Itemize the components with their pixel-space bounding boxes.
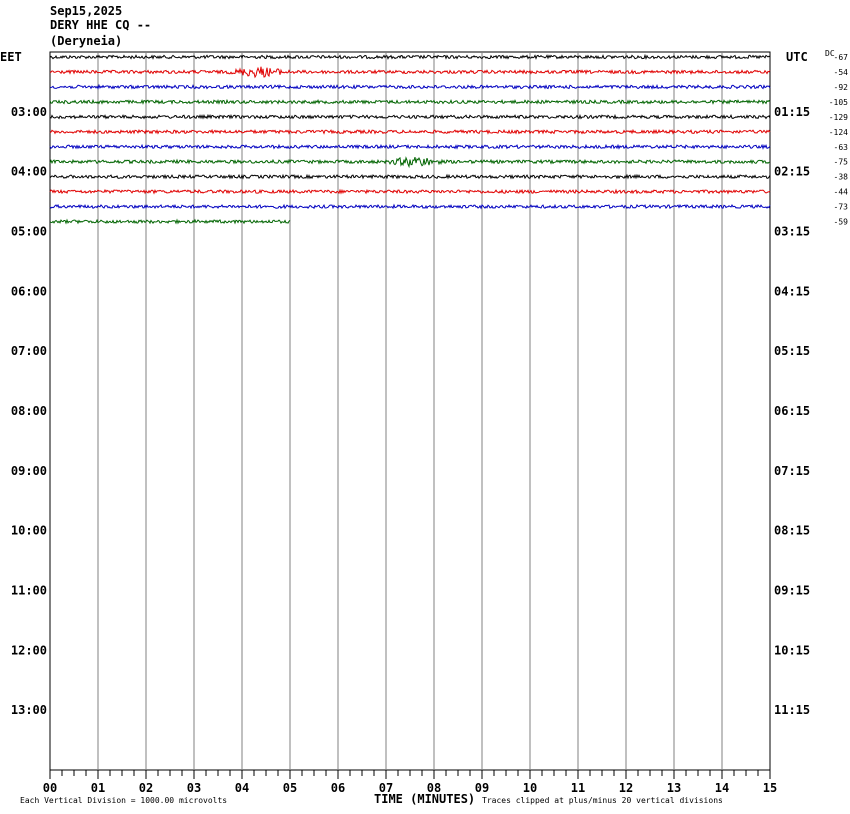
left-hour-label: 09:00 xyxy=(10,463,47,478)
right-timezone-label: UTC xyxy=(786,50,808,64)
x-tick-label: 12 xyxy=(618,781,634,795)
x-tick-label: 04 xyxy=(234,781,250,795)
dc-offset-label: -92 xyxy=(833,82,848,92)
right-hour-label: 01:15 xyxy=(774,104,811,119)
seismic-trace xyxy=(50,55,770,58)
left-hour-label: 07:00 xyxy=(10,344,47,359)
seismic-trace xyxy=(50,145,770,148)
right-hour-label: 07:15 xyxy=(774,463,811,478)
footer-clip-note: Traces clipped at plus/minus 20 vertical divisions xyxy=(482,796,723,805)
left-hour-label: 12:00 xyxy=(10,643,47,658)
footer-scale-text: Each Vertical Division = 1000.00 microvolts xyxy=(20,796,228,805)
header-station: DERY HHE CQ -- xyxy=(50,18,152,32)
x-tick-label: 13 xyxy=(666,781,682,795)
left-hour-label: 13:00 xyxy=(10,703,47,718)
dc-offset-label: -75 xyxy=(833,157,848,167)
x-tick-label: 00 xyxy=(42,781,58,795)
x-tick-label: 15 xyxy=(762,781,778,795)
dc-offset-label: -44 xyxy=(833,187,848,197)
dc-offset-label: -129 xyxy=(828,112,848,122)
seismic-trace xyxy=(50,205,770,208)
seismic-trace xyxy=(50,67,770,77)
seismic-trace xyxy=(50,130,770,133)
x-tick-label: 06 xyxy=(330,781,346,795)
dc-offset-label: -124 xyxy=(828,127,848,137)
x-tick-label: 01 xyxy=(90,781,106,795)
x-tick-label: 02 xyxy=(138,781,154,795)
x-tick-label: 11 xyxy=(570,781,586,795)
right-hour-label: 09:15 xyxy=(774,583,811,598)
right-hour-label: 10:15 xyxy=(774,643,811,658)
dc-offset-label: -38 xyxy=(833,172,848,182)
left-hour-label: 10:00 xyxy=(10,523,47,538)
seismic-trace xyxy=(50,115,770,118)
x-tick-label: 05 xyxy=(282,781,298,795)
right-hour-label: 08:15 xyxy=(774,523,811,538)
x-tick-label: 08 xyxy=(426,781,442,795)
header-location: (Deryneia) xyxy=(50,34,123,48)
x-tick-label: 10 xyxy=(522,781,538,795)
seismic-trace xyxy=(50,220,290,223)
right-hour-label: 04:15 xyxy=(774,284,811,299)
right-hour-label: 02:15 xyxy=(774,164,811,179)
left-hour-label: 11:00 xyxy=(10,583,47,598)
right-hour-label: 06:15 xyxy=(774,404,811,418)
dc-offset-label: -63 xyxy=(833,142,848,152)
dc-label: DC xyxy=(825,49,835,58)
left-hour-label: 06:00 xyxy=(10,284,47,299)
seismic-trace xyxy=(50,100,770,103)
header-date: Sep15,2025 xyxy=(50,4,123,18)
right-hour-label: 11:15 xyxy=(774,703,811,718)
seismic-trace xyxy=(50,175,770,178)
dc-offset-label: -67 xyxy=(833,53,848,62)
left-hour-label: 05:00 xyxy=(10,224,47,239)
x-tick-label: 09 xyxy=(474,781,490,795)
x-tick-label: 14 xyxy=(714,781,730,795)
seismic-trace xyxy=(50,85,770,88)
left-hour-label: 04:00 xyxy=(10,164,47,179)
x-axis-title: TIME (MINUTES) xyxy=(374,792,476,806)
left-hour-label: 08:00 xyxy=(10,404,47,418)
dc-offset-label: -105 xyxy=(828,97,848,107)
left-hour-label: 03:00 xyxy=(10,104,47,119)
x-tick-label: 07 xyxy=(378,781,394,795)
seismic-trace xyxy=(50,157,770,166)
right-hour-label: 05:15 xyxy=(774,344,811,359)
dc-offset-label: -73 xyxy=(833,202,848,212)
dc-offset-label: -54 xyxy=(833,67,848,77)
right-hour-label: 03:15 xyxy=(774,224,811,239)
left-timezone-label: EET xyxy=(0,50,22,64)
x-tick-label: 03 xyxy=(186,781,202,795)
dc-offset-label: -59 xyxy=(833,217,848,227)
seismic-trace xyxy=(50,190,770,193)
